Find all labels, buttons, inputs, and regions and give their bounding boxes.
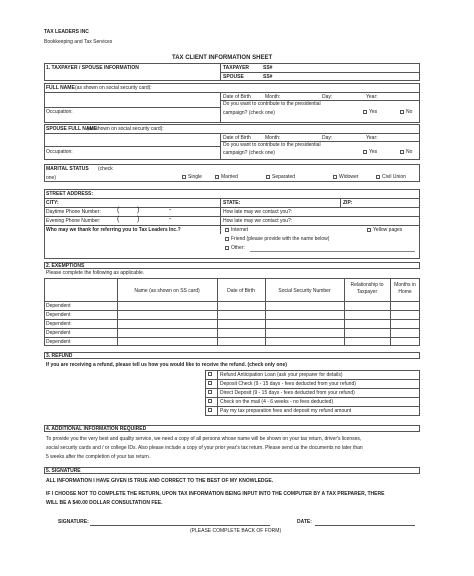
section2-heading: 2. EXEMPTIONS bbox=[44, 262, 420, 269]
section4-heading: 4. ADDITIONAL INFORMATION REQUIRED bbox=[44, 425, 420, 432]
marital-civil-union-checkbox[interactable] bbox=[376, 175, 380, 179]
section5-line-1: ALL INFORMATION I HAVE GIVEN IS TRUE AND CORRECT TO THE BEST OF MY KNOWLEDGE. bbox=[46, 478, 274, 484]
date-line[interactable] bbox=[315, 525, 415, 526]
daytime-phone-close: ) bbox=[137, 207, 140, 214]
referral-yellow-pages-label: Yellow pages bbox=[373, 227, 403, 233]
dob-label: Date of Birth bbox=[223, 94, 251, 100]
spouse-full-name-note: (as shown on social security card): bbox=[87, 126, 164, 132]
evening-phone-label: Evening Phone Number: bbox=[46, 218, 101, 224]
footer-note: (PLEASE COMPLETE BACK OF FORM) bbox=[190, 528, 282, 534]
dob-month: Month: bbox=[265, 94, 281, 100]
marital-married-label: Married bbox=[221, 174, 238, 180]
spouse-dob-day: Day: bbox=[322, 135, 333, 141]
referral-internet-label: Internet bbox=[231, 227, 248, 233]
evening-phone-dash: - bbox=[169, 216, 172, 223]
how-late-label: How late may we contact you?: bbox=[223, 209, 293, 215]
spouse-contribute-no-label: No bbox=[406, 149, 413, 155]
spouse-full-name-label: SPOUSE FULL NAME bbox=[46, 126, 98, 132]
section5-heading: 5. SIGNATURE bbox=[44, 467, 420, 474]
dependent-row-4: Dependent bbox=[46, 330, 71, 336]
spouse-ss-label: SS# bbox=[263, 74, 273, 80]
zip-label: ZIP: bbox=[343, 200, 353, 206]
refund-option-2-checkbox[interactable] bbox=[208, 381, 212, 385]
col-ssn: Social Security Number bbox=[278, 288, 331, 294]
company-name: TAX LEADERS INC bbox=[44, 29, 89, 35]
taxpayer-ss-label: SS# bbox=[263, 65, 273, 71]
refund-option-4: Check on the mail (4 - 6 weeks - no fees deducted) bbox=[220, 399, 334, 405]
referral-question: Who may we thank for referring you to Tax Leaders Inc.? bbox=[46, 227, 181, 233]
date-label: DATE: bbox=[297, 519, 312, 525]
section4-line-3: 5 weeks after the completion of your tax return. bbox=[46, 454, 151, 460]
refund-option-5-checkbox[interactable] bbox=[208, 408, 212, 412]
referral-yellow-pages-checkbox[interactable] bbox=[367, 228, 371, 232]
spouse-contribute-q2: campaign? (check one) bbox=[223, 150, 275, 156]
marital-married-checkbox[interactable] bbox=[215, 175, 219, 179]
spouse-dob-month: Month: bbox=[265, 135, 281, 141]
referral-friend-label: Friend (please provide with the name below) bbox=[231, 236, 330, 242]
refund-option-4-checkbox[interactable] bbox=[208, 399, 212, 403]
section5-line-2: IF I CHOOSE NOT TO COMPLETE THE RETURN, UPON TAX INFORMATION BEING INPUT INTO THE COMPUTER BY A TAX PREPARER, THERE bbox=[46, 491, 385, 497]
spouse-dob-year: Year: bbox=[366, 135, 378, 141]
col-months: Months in Home bbox=[394, 282, 416, 295]
street-label: STREET ADDRESS: bbox=[46, 191, 94, 197]
section4-line-1: To provide you the very best and quality service, we need a copy of all persons whose name will be shown on your tax return, driver's licenses, bbox=[46, 436, 362, 442]
evening-phone-close: ) bbox=[137, 216, 140, 223]
full-name-note: (as shown on social security card): bbox=[75, 85, 152, 91]
referral-internet-checkbox[interactable] bbox=[225, 228, 229, 232]
contribute-yes-checkbox[interactable] bbox=[363, 110, 367, 114]
referral-other-checkbox[interactable] bbox=[225, 246, 229, 250]
marital-check-2: one) bbox=[46, 175, 57, 181]
daytime-phone-open: ( bbox=[117, 207, 120, 214]
spouse-dob-label: Date of Birth bbox=[223, 135, 251, 141]
col-name: Name (as shown on SS card) bbox=[134, 288, 200, 294]
spouse-label: SPOUSE bbox=[223, 74, 244, 80]
marital-widower-label: Widower bbox=[339, 174, 359, 180]
marital-widower-checkbox[interactable] bbox=[333, 175, 337, 179]
section3-intro: If you are receiving a refund, please tell us how you would like to receive the refund. (check only one) bbox=[46, 362, 287, 368]
refund-option-3: Direct Deposit (9 - 15 days - fees deducted from your refund) bbox=[220, 390, 355, 396]
contribute-no-label: No bbox=[406, 109, 413, 115]
section5-line-3: WILL BE A $40.00 DOLLAR CONSULTATION FEE. bbox=[46, 500, 163, 506]
dependent-row-5: Dependent bbox=[46, 339, 71, 345]
spouse-contribute-no-checkbox[interactable] bbox=[400, 150, 404, 154]
refund-option-1-checkbox[interactable] bbox=[208, 372, 212, 376]
daytime-phone-dash: - bbox=[169, 207, 172, 214]
marital-check: (check bbox=[98, 166, 113, 172]
dependent-row-1: Dependent bbox=[46, 303, 71, 309]
refund-option-3-checkbox[interactable] bbox=[208, 390, 212, 394]
section4-line-2: social security cards and / or college IDs. Also please include a copy of your prior year's tax return. Please send us the documents no later than bbox=[46, 445, 363, 451]
dependent-row-3: Dependent bbox=[46, 321, 71, 327]
how-late-label-2: How late may we contact you?: bbox=[223, 218, 293, 224]
signature-label: SIGNATURE: bbox=[58, 519, 89, 525]
page-title: TAX CLIENT INFORMATION SHEET bbox=[172, 55, 273, 61]
contribute-q1: Do you want to contribute to the presidential bbox=[223, 101, 321, 107]
spouse-occupation-label: Occupation: bbox=[46, 149, 73, 155]
referral-friend-checkbox[interactable] bbox=[225, 237, 229, 241]
occupation-label: Occupation: bbox=[46, 109, 73, 115]
spouse-contribute-yes-checkbox[interactable] bbox=[363, 150, 367, 154]
contribute-no-checkbox[interactable] bbox=[400, 110, 404, 114]
dependent-row-2: Dependent bbox=[46, 312, 71, 318]
marital-label: MARITAL STATUS bbox=[46, 166, 89, 172]
taxpayer-label: TAXPAYER bbox=[223, 65, 250, 71]
refund-option-2: Deposit Check (9 - 15 days - fees deducted from your refund) bbox=[220, 381, 356, 387]
section2-intro: Please complete the following as applicable. bbox=[46, 270, 145, 276]
refund-option-5: Pay my tax preparation fees and deposit my refund amount bbox=[220, 408, 352, 414]
marital-separated-label: Separated bbox=[272, 174, 296, 180]
state-label: STATE: bbox=[223, 200, 241, 206]
contribute-q2: campaign? (check one) bbox=[223, 110, 275, 116]
daytime-phone-label: Daytime Phone Number: bbox=[46, 209, 101, 215]
col-relationship: Relationship to Taxpayer bbox=[350, 282, 384, 295]
full-name-label: FULL NAME bbox=[46, 85, 75, 91]
marital-civil-union-label: Civil Union bbox=[382, 174, 406, 180]
refund-option-1: Refund Anticipation Loan (ask your preparer for details) bbox=[220, 372, 343, 378]
dob-day: Day: bbox=[322, 94, 333, 100]
evening-phone-open: ( bbox=[117, 216, 120, 223]
marital-single-label: Single bbox=[188, 174, 202, 180]
section1-heading: 1. TAXPAYER / SPOUSE INFORMATION bbox=[46, 65, 139, 71]
referral-other-label: Other: bbox=[231, 245, 245, 251]
city-label: CITY: bbox=[46, 200, 59, 206]
contribute-yes-label: Yes bbox=[369, 109, 378, 115]
dob-year: Year: bbox=[366, 94, 378, 100]
spouse-contribute-q1: Do you want to contribute to the presidential bbox=[223, 142, 321, 148]
marital-separated-checkbox[interactable] bbox=[266, 175, 270, 179]
marital-single-checkbox[interactable] bbox=[182, 175, 186, 179]
spouse-contribute-yes-label: Yes bbox=[369, 149, 378, 155]
col-dob: Date of Birth bbox=[227, 288, 255, 294]
company-tagline: Bookkeeping and Tax Services bbox=[44, 39, 113, 45]
signature-line[interactable] bbox=[90, 525, 270, 526]
section3-heading: 3. REFUND bbox=[44, 352, 420, 359]
